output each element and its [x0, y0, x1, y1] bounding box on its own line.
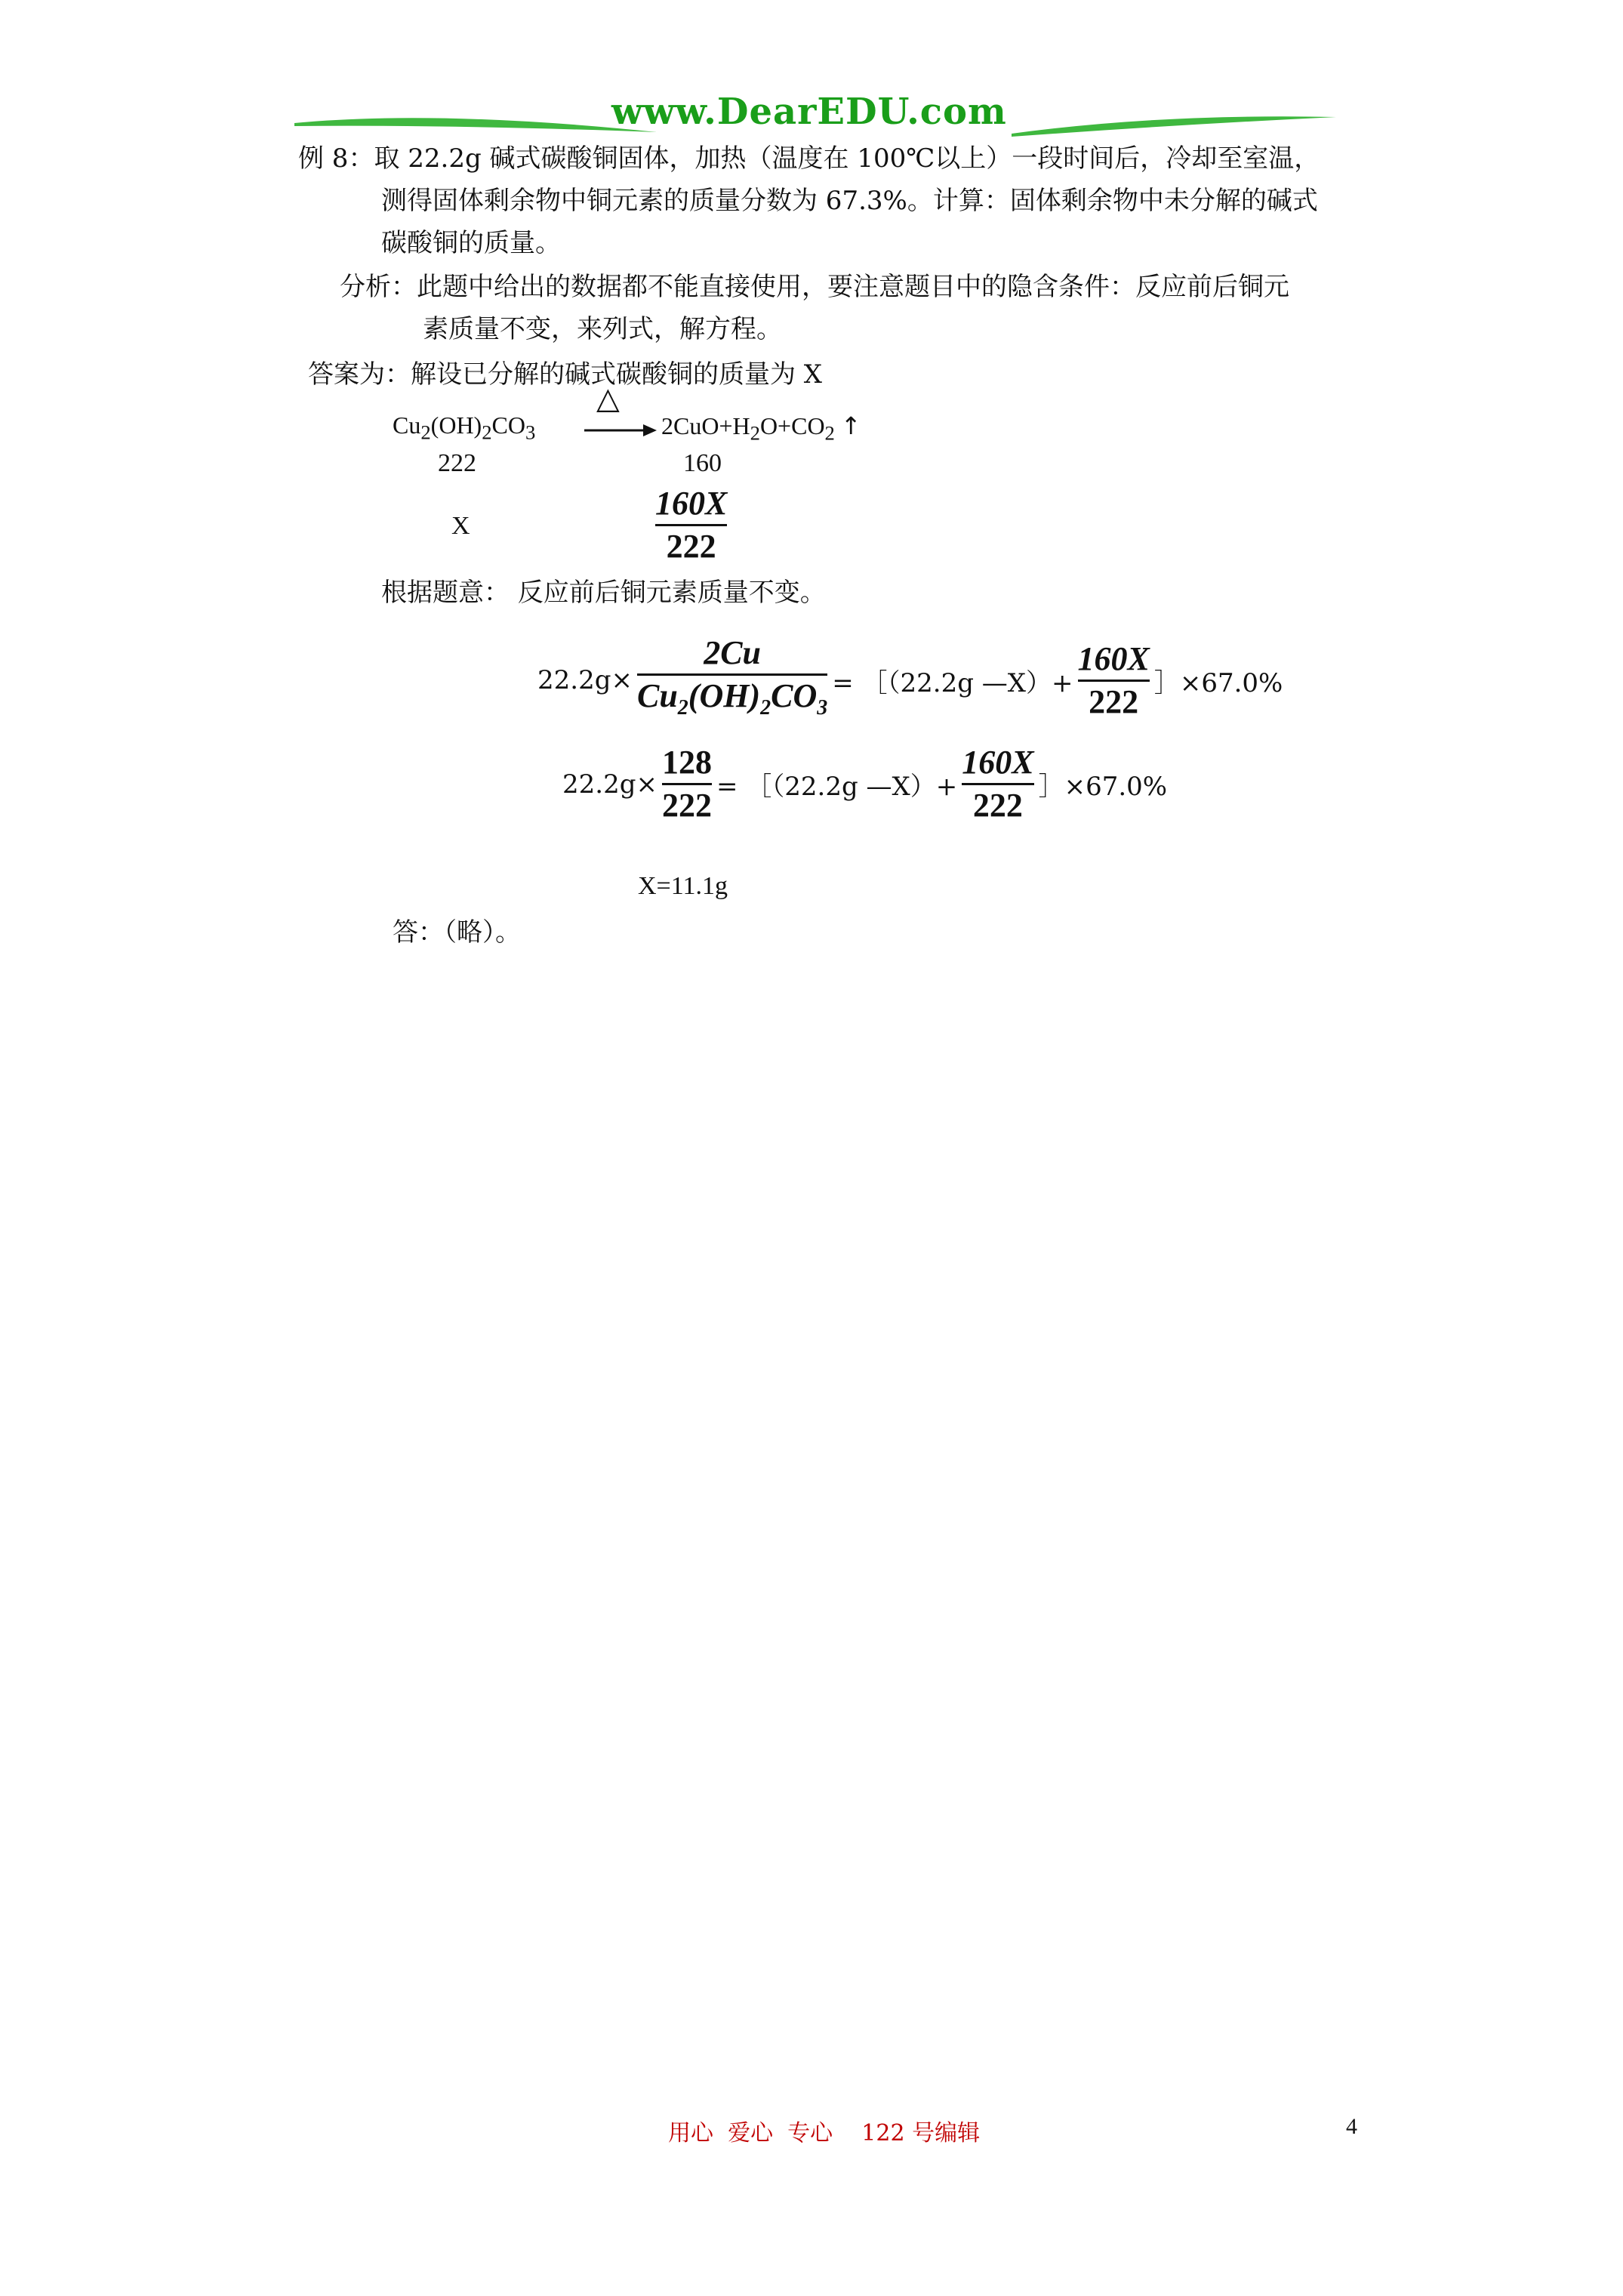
eq1-fraction-2	[1078, 639, 1150, 723]
product-mass: 160	[683, 449, 722, 477]
eq1-fraction-2-numerator: 160X	[1077, 639, 1150, 677]
eq2-fraction	[662, 742, 712, 826]
product-sub-2: 2	[824, 421, 835, 445]
reactant-sub-3: 3	[525, 421, 536, 444]
eq2-fraction-denominator: 222	[661, 787, 712, 824]
x-label: X	[451, 512, 470, 540]
final-answer: 答：（略）。	[393, 917, 521, 948]
eq2-fraction-2-denominator: 222	[972, 787, 1023, 824]
eq1-fraction	[637, 633, 827, 729]
equation-2	[562, 742, 1167, 826]
problem-line-1: 例 8：取 22.2g 碱式碳酸铜固体，加热（温度在 100℃以上）一段时间后，冷却至室温，	[298, 143, 1320, 174]
product-cuo-h: 2CuO+H	[661, 412, 750, 439]
reaction-arrow-icon	[583, 421, 658, 439]
eq1-den-cu: Cu	[636, 677, 678, 714]
reactant-cu: Cu	[393, 411, 421, 439]
product-sub-1: 2	[750, 421, 760, 445]
x-fraction-denominator: 222	[666, 528, 716, 565]
eq1-mid: = ［（22.2g —X）+	[832, 667, 1073, 698]
eq2-fraction-2	[962, 742, 1033, 826]
problem-line-3: 碳酸铜的质量。	[381, 228, 561, 258]
site-logo-text[interactable]: www.DearEDU.com	[611, 91, 1007, 133]
eq1-fraction-numerator: 2Cu	[704, 634, 762, 671]
product-o-co: O+CO	[759, 412, 825, 439]
analysis-line-1: 分析：此题中给出的数据都不能直接使用，要注意题目中的隐含条件：反应前后铜元	[340, 272, 1289, 302]
footer-slogan: 用心 爱心 专心 122 号编辑	[668, 2120, 981, 2147]
reactant-sub-1: 2	[420, 421, 431, 444]
reaction-condition: △	[596, 381, 620, 416]
eq2-mid: = ［（22.2g —X）+	[716, 772, 958, 802]
x-fraction	[655, 483, 727, 567]
gas-arrow-icon: ↑	[840, 411, 861, 440]
x-fraction-numerator: 160X	[655, 485, 728, 522]
eq1-fraction-2-denominator: 222	[1089, 683, 1139, 720]
reactant-oh: (OH)	[430, 411, 482, 439]
eq1-den-sub-2: 2	[760, 695, 771, 720]
eq2-fraction-numerator: 128	[661, 744, 712, 781]
problem-line-2: 测得固体剩余物中铜元素的质量分数为 67.3%。计算：固体剩余物中未分解的碱式	[381, 186, 1318, 216]
page-number: 4	[1346, 2114, 1357, 2139]
reaction-products	[661, 411, 861, 445]
eq2-fraction-2-numerator: 160X	[962, 744, 1034, 781]
equation-1	[537, 633, 1283, 729]
eq2-right: ］×67.0%	[1038, 772, 1168, 802]
eq1-right: ］×67.0%	[1153, 667, 1283, 698]
analysis-line-2: 素质量不变，来列式，解方程。	[423, 314, 782, 344]
eq1-den-sub-3: 3	[817, 695, 828, 720]
eq1-den-co: CO	[771, 677, 818, 714]
result-line: X=11.1g	[638, 872, 728, 900]
answer-intro: 答案为：解设已分解的碱式碳酸铜的质量为 X	[308, 359, 823, 390]
eq1-den-sub-1: 2	[677, 695, 688, 720]
reactant-mass: 222	[438, 449, 476, 477]
eq2-left: 22.2g×	[562, 769, 658, 800]
reactant-co: CO	[491, 411, 525, 439]
reactant-sub-2: 2	[482, 421, 492, 444]
eq1-den-oh: (OH)	[688, 677, 761, 714]
eq1-left: 22.2g×	[537, 665, 633, 696]
reaction-equation	[393, 411, 535, 444]
basis-line: 根据题意： 反应前后铜元素质量不变。	[381, 578, 826, 608]
eq1-fraction-denominator	[637, 676, 827, 729]
